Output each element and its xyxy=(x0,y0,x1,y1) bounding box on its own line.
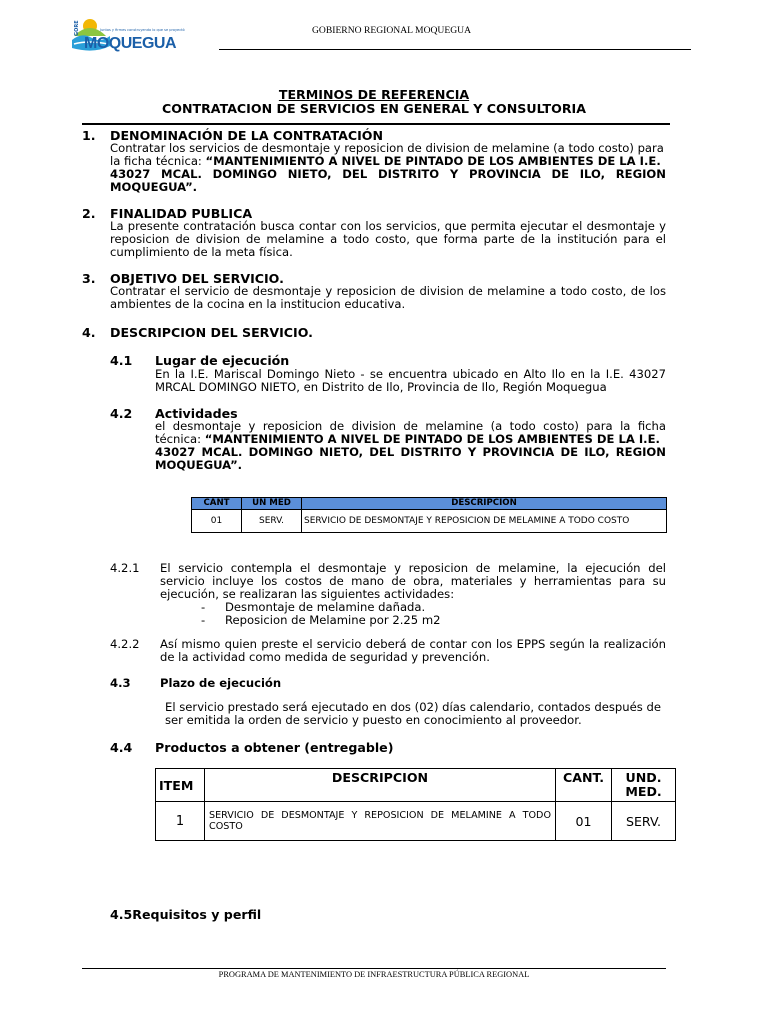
bullet-text: Desmontaje de melamine dañada. xyxy=(225,600,426,614)
s42-line3: 43027 MCAL. DOMINGO NIETO, DEL DISTRITO Y PROVINCIA DE ILO, REGION xyxy=(155,445,666,459)
s2-line1: La presente contratación busca contar con los servicios, que permita ejecutar el desmontaje y xyxy=(110,219,666,233)
s42-number: 4.2 xyxy=(110,406,133,421)
s3-heading: OBJETIVO DEL SERVICIO. xyxy=(110,271,284,286)
s2-line3: cumplimiento de la meta física. xyxy=(110,245,293,259)
s43-body xyxy=(165,701,661,727)
s422-number: 4.2.2 xyxy=(110,637,140,651)
s2-body xyxy=(110,220,666,259)
s42-line1: el desmontaje y reposicion de division de melamine (a todo costo) para la ficha xyxy=(155,419,666,433)
s421-number: 4.2.1 xyxy=(110,561,140,575)
col-item-header: ITEM xyxy=(156,769,205,802)
s44-number: 4.4 xyxy=(110,740,133,755)
s41-number: 4.1 xyxy=(110,353,133,368)
s43-heading: Plazo de ejecución xyxy=(160,676,282,690)
s4-number: 4. xyxy=(82,325,96,340)
title-line2: CONTRATACION DE SERVICIOS EN GENERAL Y CONSULTORIA xyxy=(162,101,586,116)
col-unmed-header: UN MED xyxy=(242,498,302,510)
s45-heading: 4.5Requisitos y perfil xyxy=(110,907,262,922)
cell-descripcion: SERVICIO DE DESMONTAJE Y REPOSICION DE MELAMINE A TODO COSTO xyxy=(205,802,556,841)
s41-body xyxy=(155,368,666,394)
col-descripcion-header: DESCRIPCION xyxy=(205,769,556,802)
s422-body xyxy=(160,638,666,664)
s41-line1: En la I.E. Mariscal Domingo Nieto - se encuentra ubicado en Alto Ilo en la I.E. 43027 xyxy=(155,367,666,381)
cell-unmed: SERV. xyxy=(242,510,302,533)
header-rule xyxy=(219,49,691,50)
s42-line2-lead: técnica: xyxy=(155,432,205,446)
s42-heading: Actividades xyxy=(155,406,238,421)
col-descripcion-header: DESCRIPCION xyxy=(302,498,667,510)
bullet-dash: - xyxy=(201,600,206,614)
s44-heading: Productos a obtener (entregable) xyxy=(155,740,394,755)
logo-wordmark: MOQUEGUA xyxy=(84,35,176,52)
s1-body xyxy=(110,142,666,194)
cell-und: SERV. xyxy=(612,802,676,841)
s1-line2-lead: la ficha técnica: xyxy=(110,154,206,168)
s422-line2: de la actividad como medida de seguridad y prevención. xyxy=(160,650,490,664)
table-row xyxy=(156,802,676,841)
s3-line1: Contratar el servicio de desmontaje y reposicion de division de melamine a todo costo, de los xyxy=(110,284,666,298)
bullet-dash: - xyxy=(201,613,206,627)
logo-tagline: Juntos y firmes construyendo lo que se proyectó xyxy=(100,28,185,32)
footer-text: PROGRAMA DE MANTENIMIENTO DE INFRAESTRUCTURA PÚBLICA REGIONAL xyxy=(218,970,530,979)
footer-rule xyxy=(82,968,666,969)
s42-line4: MOQUEGUA”. xyxy=(155,458,243,472)
s1-line2-bold: “MANTENIMIENTO A NIVEL DE PINTADO DE LOS AMBIENTES DE LA I.E. xyxy=(205,154,661,168)
s42-line2-bold: “MANTENIMIENTO A NIVEL DE PINTADO DE LOS AMBIENTES DE LA I.E. xyxy=(204,432,660,446)
col-cant-header: CANT. xyxy=(556,769,612,802)
s3-number: 3. xyxy=(82,271,96,286)
list-item xyxy=(160,614,666,627)
logo-side-text: GORE xyxy=(74,20,80,36)
s421-line3: ejecución, se realizaran las siguientes actividades: xyxy=(160,587,455,601)
s1-line3: 43027 MCAL. DOMINGO NIETO, DEL DISTRITO Y PROVINCIA DE ILO, REGION xyxy=(110,167,666,181)
col-und-header xyxy=(612,769,676,802)
s1-line1: Contratar los servicios de desmontaje y reposicion de division de melamine (a todo costo) para xyxy=(110,141,664,155)
s2-line2: reposicion de division de melamine a todo costo, que forma parte de la institución para el xyxy=(110,232,666,246)
s41-line2: MRCAL DOMINGO NIETO, en Distrito de Ilo, Provincia de Ilo, Región Moquegua xyxy=(155,380,607,394)
table-row xyxy=(192,510,667,533)
s422-line1: Así mismo quien preste el servicio deberá de contar con los EPPS según la realización xyxy=(160,637,666,651)
s43-number: 4.3 xyxy=(110,676,131,690)
s1-heading: DENOMINACIÓN DE LA CONTRATACIÓN xyxy=(110,128,384,143)
cell-cant: 01 xyxy=(556,802,612,841)
s3-line2: ambientes de la cocina en la institucion educativa. xyxy=(110,297,406,311)
activities-table xyxy=(191,497,667,533)
col-und-header-line2: MED. xyxy=(625,784,662,799)
s43-line1: El servicio prestado será ejecutado en dos (02) días calendario, contados después de xyxy=(165,700,661,714)
s41-heading: Lugar de ejecución xyxy=(155,353,290,368)
title-rule xyxy=(82,123,670,125)
s421-body xyxy=(160,562,666,627)
s2-heading: FINALIDAD PUBLICA xyxy=(110,206,253,221)
deliverables-table-header xyxy=(156,769,676,802)
s43-line2: ser emitida la orden de servicio y puesto en conocimiento al proveedor. xyxy=(165,713,582,727)
s2-number: 2. xyxy=(82,206,96,221)
deliverables-table xyxy=(155,768,676,841)
s4-heading: DESCRIPCION DEL SERVICIO. xyxy=(110,325,313,340)
s1-line4: MOQUEGUA”. xyxy=(110,180,198,194)
header-org: GOBIERNO REGIONAL MOQUEGUA xyxy=(312,25,471,36)
s3-body xyxy=(110,285,666,311)
title-line1: TERMINOS DE REFERENCIA xyxy=(278,87,470,102)
s421-line2: servicio incluye los costos de mano de obra, materiales y herramientas para su xyxy=(160,574,666,588)
cell-item: 1 xyxy=(156,802,205,841)
activities-table-header xyxy=(192,498,667,510)
cell-cant: 01 xyxy=(192,510,242,533)
s421-line1: El servicio contempla el desmontaje y reposicion de melamine, la ejecución del xyxy=(160,561,666,575)
s1-number: 1. xyxy=(82,128,96,143)
col-und-header-line1: UND. xyxy=(625,770,662,785)
cell-descripcion: SERVICIO DE DESMONTAJE Y REPOSICION DE MELAMINE A TODO COSTO xyxy=(302,510,667,533)
s42-body xyxy=(155,420,666,472)
bullet-text: Reposicion de Melamine por 2.25 m2 xyxy=(225,613,441,627)
col-cant-header: CANT xyxy=(192,498,242,510)
